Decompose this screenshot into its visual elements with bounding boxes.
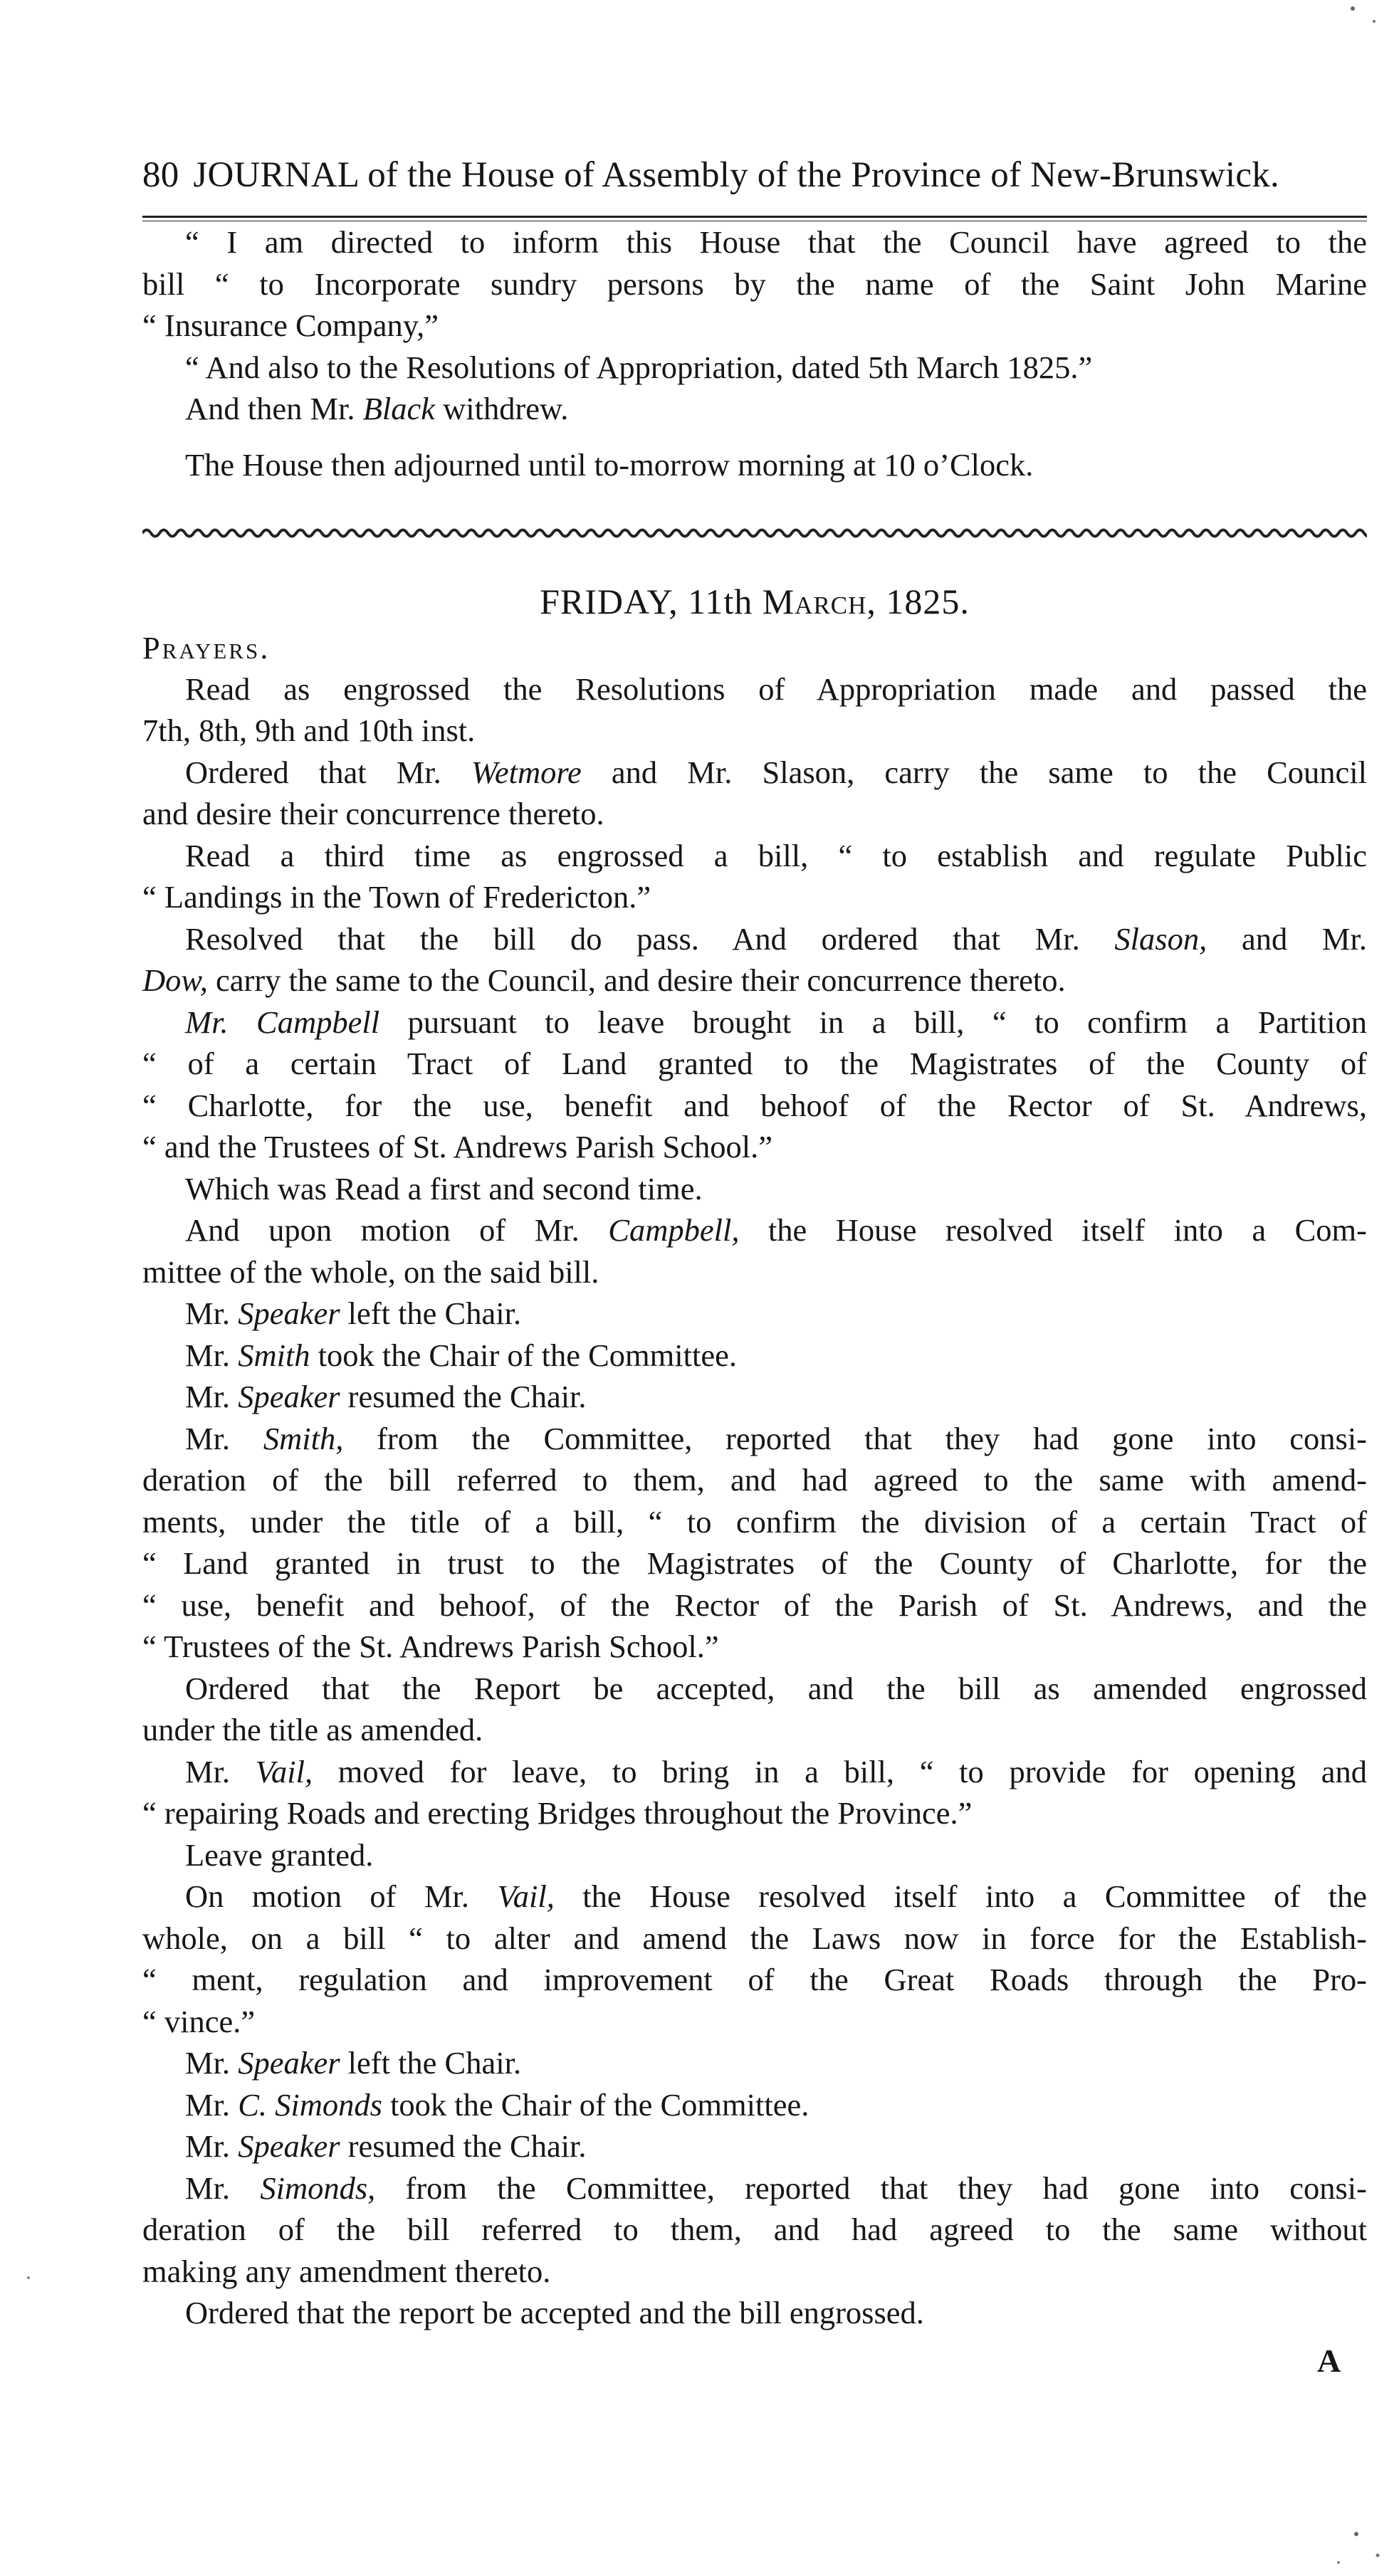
proceedings-line: “ Landings in the Town of Fredericton.” xyxy=(142,879,651,915)
proceedings-line: Mr. Simonds, from the Committee, reported that they had gone into consi- xyxy=(185,2170,1367,2206)
member-name: Smith, xyxy=(263,1420,344,1456)
proceedings-line: Mr. Speaker left the Chair. xyxy=(185,2045,522,2081)
member-name: Campbell, xyxy=(608,1212,740,1248)
council-message xyxy=(142,221,1367,430)
proceedings-line: ments, under the title of a bill, “ to confirm the division of a certain Tract of xyxy=(142,1503,1367,1540)
running-head xyxy=(142,153,1367,197)
proceedings-line: making any amendment thereto. xyxy=(142,2253,551,2289)
proceedings-line: deration of the bill referred to them, and had agreed to the same without xyxy=(142,2212,1367,2247)
member-name: Simonds, xyxy=(260,2170,376,2206)
proceedings-line: Mr. Speaker resumed the Chair. xyxy=(185,2128,587,2164)
member-name: Mr. Campbell xyxy=(185,1004,380,1040)
journal-page xyxy=(142,153,1367,2334)
member-name: Vail, xyxy=(497,1878,555,1914)
proceedings-line: “ Trustees of the St. Andrews Parish School.” xyxy=(142,1629,719,1664)
proceedings-line: And upon motion of Mr. Campbell, the House resolved itself into a Com- xyxy=(185,1212,1367,1248)
proceedings-line: Read a third time as engrossed a bill, “ to establish and regulate Public xyxy=(185,837,1367,873)
member-name: C. Simonds xyxy=(238,2086,382,2123)
proceedings-body xyxy=(142,668,1367,2334)
proceedings-line: Mr. Vail, moved for leave, to bring in a bill, “ to provide for opening and xyxy=(185,1753,1367,1789)
proceedings-line: Which was Read a first and second time. xyxy=(185,1170,703,1206)
day-heading-year: , 1825. xyxy=(866,581,970,621)
proceedings-line: “ and the Trustees of St. Andrews Parish School.” xyxy=(142,1129,773,1165)
ornamental-wavy-rule xyxy=(142,525,1367,541)
proceedings-line: “ vince.” xyxy=(142,2003,256,2039)
message-line: “ And also to the Resolutions of Appropriation, dated 5th March 1825.” xyxy=(185,349,1093,385)
proceedings-line: “ Charlotte, for the use, benefit and behoof of the Rector of St. Andrews, xyxy=(142,1087,1367,1123)
proceedings-line: Read as engrossed the Resolutions of Appropriation made and passed the xyxy=(185,671,1367,707)
prayers-label: Prayers. xyxy=(142,629,271,666)
member-name: Wetmore xyxy=(471,754,582,790)
day-heading-month: March xyxy=(762,581,867,621)
proceedings-line: Ordered that Mr. Wetmore and Mr. Slason, carry the same to the Council xyxy=(185,754,1367,790)
proceedings-line: Mr. Speaker resumed the Chair. xyxy=(185,1379,587,1414)
member-name: Dow, xyxy=(142,962,208,998)
member-name: Slason, xyxy=(1114,920,1207,957)
catchword: A xyxy=(1317,2343,1341,2379)
proceedings-line: On motion of Mr. Vail, the House resolved itself into a Committee of the xyxy=(185,1878,1367,1914)
proceedings-line: Mr. Campbell pursuant to leave brought in a bill, “ to confirm a Partition xyxy=(185,1004,1368,1040)
message-line: “ I am directed to inform this House that the Council have agreed to the xyxy=(185,224,1367,260)
member-name: Vail, xyxy=(255,1753,313,1789)
message-line: “ Insurance Company,” xyxy=(142,307,439,343)
day-heading xyxy=(142,580,1367,623)
proceedings-line: Mr. Smith took the Chair of the Committee. xyxy=(185,1337,737,1373)
member-name: Speaker xyxy=(238,2045,340,2081)
proceedings-line: Ordered that the report be accepted and the bill engrossed. xyxy=(185,2295,924,2330)
proceedings-line: 7th, 8th, 9th and 10th inst. xyxy=(142,713,476,748)
proceedings-line: Resolved that the bill do pass. And ordered that Mr. Slason, and Mr. xyxy=(185,920,1367,957)
proceedings-line: Mr. Smith, from the Committee, reported that they had gone into consi- xyxy=(185,1420,1367,1456)
member-name: Speaker xyxy=(238,1295,340,1331)
withdrawal-line: And then Mr. Black withdrew. xyxy=(185,391,569,426)
proceedings-line: Ordered that the Report be accepted, and the bill as amended engrossed xyxy=(185,1670,1367,1706)
proceedings-line: Leave granted. xyxy=(185,1836,374,1873)
day-heading-day: FRIDAY, 11th xyxy=(540,581,763,621)
proceedings-line: mittee of the whole, on the said bill. xyxy=(142,1253,599,1290)
proceedings-line: under the title as amended. xyxy=(142,1712,483,1747)
page-number: 80 xyxy=(142,155,179,195)
header-rule-thick xyxy=(142,216,1367,218)
proceedings-line: deration of the bill referred to them, and had agreed to the same with amend- xyxy=(142,1462,1367,1498)
member-name: Smith xyxy=(238,1337,310,1373)
running-title: JOURNAL of the House of Assembly of the Province of New-Brunswick. xyxy=(193,155,1279,195)
proceedings-line: “ use, benefit and behoof, of the Rector of the Parish of St. Andrews, and the xyxy=(142,1587,1367,1623)
proceedings-line: “ repairing Roads and erecting Bridges throughout the Province.” xyxy=(142,1795,973,1831)
adjournment-note: The House then adjourned until to-morrow morning at 10 o’Clock. xyxy=(185,446,1034,483)
proceedings-line: “ Land granted in trust to the Magistrates of the County of Charlotte, for the xyxy=(142,1545,1367,1581)
member-name: Speaker xyxy=(238,2128,340,2164)
proceedings-line: “ ment, regulation and improvement of the Great Roads through the Pro- xyxy=(142,1962,1367,1997)
proceedings-line: Mr. C. Simonds took the Chair of the Committee. xyxy=(185,2086,809,2123)
member-name: Black xyxy=(362,391,435,426)
message-line: bill “ to Incorporate sundry persons by the name of the Saint John Marine xyxy=(142,266,1367,302)
proceedings-line: and desire their concurrence thereto. xyxy=(142,796,604,831)
proceedings-line: whole, on a bill “ to alter and amend the Laws now in force for the Establish- xyxy=(142,1920,1367,1956)
proceedings-line: Dow, carry the same to the Council, and desire their concurrence thereto. xyxy=(142,962,1066,998)
proceedings-line: “ of a certain Tract of Land granted to the Magistrates of the County of xyxy=(142,1046,1367,1081)
member-name: Speaker xyxy=(238,1379,340,1414)
proceedings-line: Mr. Speaker left the Chair. xyxy=(185,1295,522,1331)
